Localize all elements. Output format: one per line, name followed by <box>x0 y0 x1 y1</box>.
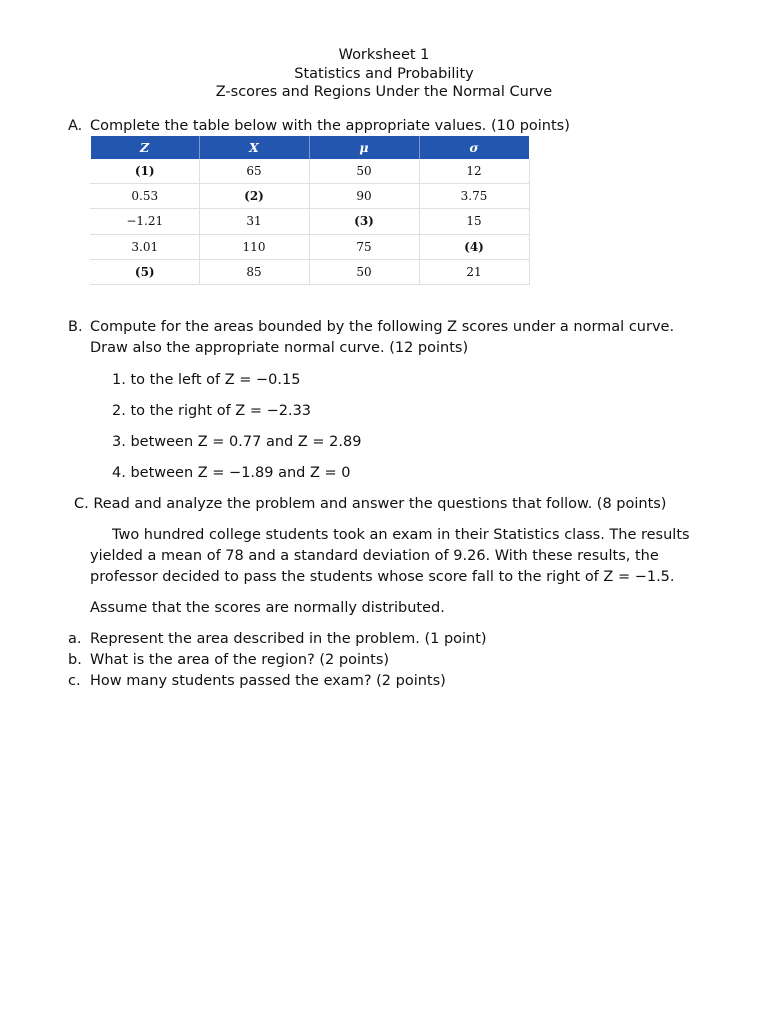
table-row <box>91 184 530 209</box>
worksheet-header <box>0 46 768 102</box>
table-cell: 85 <box>199 259 309 284</box>
section-b-instruction <box>68 319 674 335</box>
problem-paragraph-line3: professor decided to pass the students whose score fall to the right of Z = −1.5. <box>90 569 675 585</box>
column-header-sigma: σ <box>419 136 529 159</box>
table-cell: 65 <box>199 159 309 184</box>
table-cell: 0.53 <box>91 184 200 209</box>
section-a-instruction <box>68 118 570 134</box>
table-cell: 50 <box>309 259 419 284</box>
problem-paragraph-line1: Two hundred college students took an exam in their Statistics class. The results <box>112 527 690 543</box>
list-item-b4: 4. between Z = −1.89 and Z = 0 <box>112 465 351 481</box>
table-cell: 3.75 <box>419 184 529 209</box>
problem-paragraph-line2: yielded a mean of 78 and a standard deviation of 9.26. With these results, the <box>90 548 659 564</box>
question-a-marker: a. <box>68 631 82 647</box>
table-cell-blank: (4) <box>419 234 529 259</box>
question-c-marker: c. <box>68 673 81 689</box>
assumption-text: Assume that the scores are normally distributed. <box>90 600 445 616</box>
section-b-text-line2: Draw also the appropriate normal curve. (12 points) <box>90 340 469 356</box>
question-c <box>68 673 446 689</box>
table-cell: 50 <box>309 159 419 184</box>
table-cell: 31 <box>199 209 309 234</box>
column-header-mu: μ <box>309 136 419 159</box>
worksheet-topic: Z-scores and Regions Under the Normal Curve <box>215 84 553 100</box>
section-b-marker: B. <box>68 319 83 335</box>
column-header-x: X <box>199 136 309 159</box>
table-row <box>91 259 530 284</box>
table-cell: 3.01 <box>91 234 200 259</box>
table-cell: 90 <box>309 184 419 209</box>
column-header-z: Z <box>91 136 200 159</box>
table-row <box>91 209 530 234</box>
question-b-marker: b. <box>68 652 82 668</box>
worksheet-title: Worksheet 1 <box>338 47 430 63</box>
list-item-b1: 1. to the left of Z = −0.15 <box>112 372 301 388</box>
section-a-text: Complete the table below with the appropriate values. (10 points) <box>90 118 570 134</box>
table-cell-blank: (2) <box>199 184 309 209</box>
section-c-heading: C. Read and analyze the problem and answer the questions that follow. (8 points) <box>74 496 667 512</box>
worksheet-subject: Statistics and Probability <box>294 65 474 82</box>
question-b-text: What is the area of the region? (2 points) <box>90 652 390 668</box>
question-a <box>68 631 487 647</box>
table-header-row <box>91 136 530 159</box>
section-b-text-line1: Compute for the areas bounded by the following Z scores under a normal curve. <box>90 319 675 335</box>
question-a-text: Represent the area described in the problem. (1 point) <box>90 631 487 647</box>
values-table <box>90 136 530 285</box>
table-cell: 110 <box>199 234 309 259</box>
table-cell: 12 <box>419 159 529 184</box>
table-row <box>91 159 530 184</box>
section-a-marker: A. <box>68 118 83 134</box>
list-item-b3: 3. between Z = 0.77 and Z = 2.89 <box>112 434 362 450</box>
table-row <box>91 234 530 259</box>
question-b <box>68 652 389 668</box>
table-cell-blank: (3) <box>309 209 419 234</box>
table-cell-blank: (1) <box>91 159 200 184</box>
table-cell: −1.21 <box>91 209 200 234</box>
table-cell: 15 <box>419 209 529 234</box>
table-cell-blank: (5) <box>91 259 200 284</box>
question-c-text: How many students passed the exam? (2 points) <box>90 673 446 689</box>
table-cell: 21 <box>419 259 529 284</box>
table-cell: 75 <box>309 234 419 259</box>
list-item-b2: 2. to the right of Z = −2.33 <box>112 403 312 419</box>
